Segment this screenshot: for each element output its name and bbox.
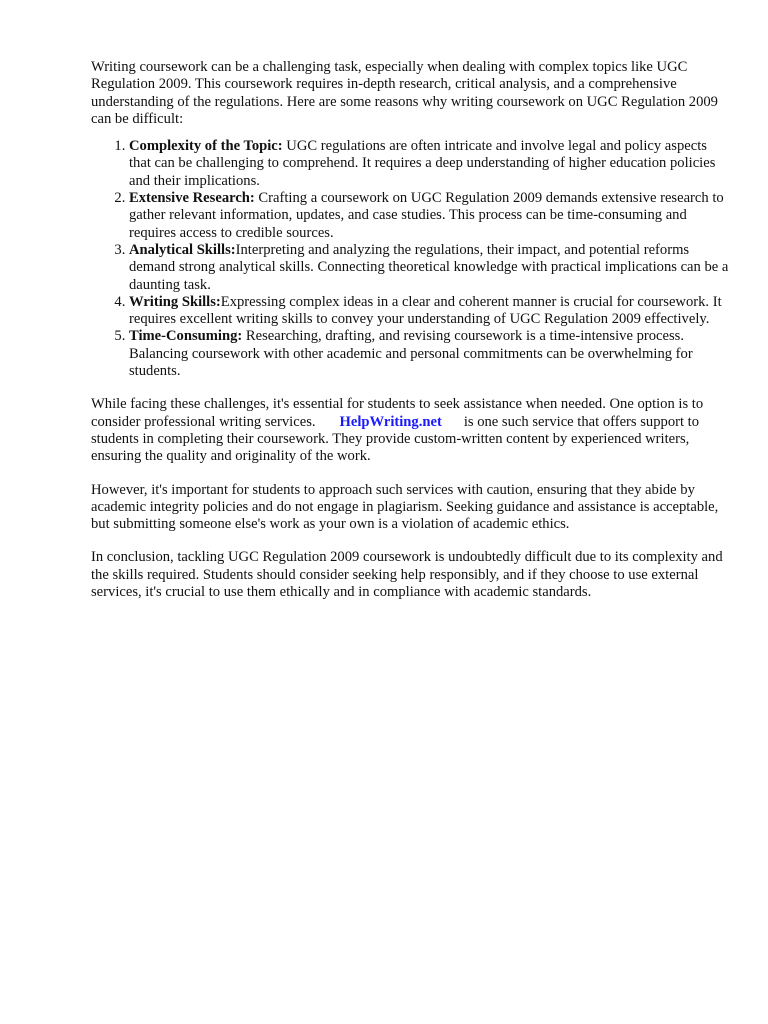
assistance-paragraph (91, 396, 731, 465)
reason-item-time (129, 328, 731, 380)
intro-paragraph: Writing coursework can be a challenging task, especially when dealing with complex topics like UGC Regulation 2009. This coursework requires in-depth research, critical analysis, and a comprehensive understanding of the regulations. Here are some reasons why writing coursework on UGC Regulation 2009 can be difficult: (91, 59, 718, 127)
document-page (91, 59, 731, 617)
reason-text: Researching, drafting, and revising coursework is a time-intensive process. Balancing coursework with other academic and personal commitments can be overwhelming for students. (129, 328, 693, 380)
reason-term: Time-Consuming: (129, 328, 243, 345)
assistance-text-after: is one such service that offers support to students in completing their coursework. They provide custom-written content by experienced writers, ensuring the quality and originality of the work. (91, 413, 700, 465)
assistance-text-before: While facing these challenges, it's essential for students to seek assistance when needed. One option is to consider professional writing services. (91, 396, 704, 430)
reason-item-analytical (129, 242, 731, 294)
reason-text: Crafting a coursework on UGC Regulation 2009 demands extensive research to gather relevant information, updates, and case studies. This process can be time-consuming and requires access to credible sources. (129, 190, 724, 241)
reason-item-writing (129, 294, 731, 329)
reason-term: Complexity of the Topic: (129, 138, 283, 155)
reason-item-complexity (129, 138, 731, 190)
reason-term: Analytical Skills: (129, 241, 236, 258)
reason-item-research (129, 190, 731, 242)
reason-term: Extensive Research: (129, 190, 255, 207)
reason-text: Expressing complex ideas in a clear and coherent manner is crucial for coursework. It requires excellent writing skills to convey your understanding of UGC Regulation 2009 effectively. (129, 293, 722, 328)
reasons-list (91, 138, 731, 380)
reason-text: Interpreting and analyzing the regulations, their impact, and potential reforms demand strong analytical skills. Connecting theoretical knowledge with practical implications can be a daunting task. (129, 241, 729, 293)
reason-text: UGC regulations are often intricate and involve legal and policy aspects that can be challenging to comprehend. It requires a deep understanding of higher education policies and their implications. (129, 138, 716, 189)
caution-paragraph: However, it's important for students to approach such services with caution, ensuring that they abide by academic integrity policies and do not engage in plagiarism. Seeking guidance and assistance is acceptable, but submitting someone else's work as your own is a violation of academic ethics. (91, 481, 719, 533)
reason-term: Writing Skills: (129, 293, 221, 310)
helpwriting-link[interactable]: HelpWriting.net (339, 413, 442, 430)
conclusion-paragraph: In conclusion, tackling UGC Regulation 2009 coursework is undoubtedly difficult due to its complexity and the skills required. Students should consider seeking help responsibly, and if they choose to use external services, it's crucial to use them ethically and in compliance with academic standards. (91, 549, 723, 601)
